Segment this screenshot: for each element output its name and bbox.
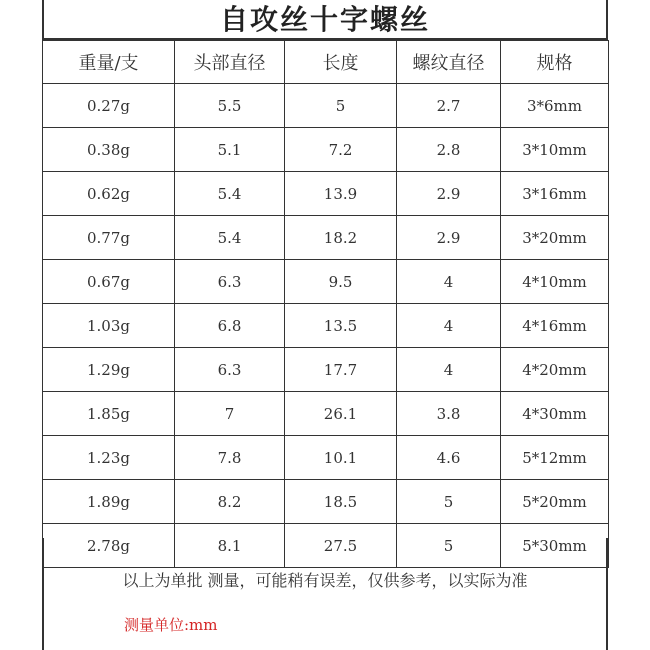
cell-head-diameter: 7.8: [175, 436, 285, 480]
cell-head-diameter: 8.2: [175, 480, 285, 524]
unit-label: 测量单位:mm: [124, 616, 218, 634]
cell-head-diameter: 5.4: [175, 172, 285, 216]
cell-weight: 1.03g: [43, 304, 175, 348]
cell-head-diameter: 8.1: [175, 524, 285, 568]
header-length: 长度: [285, 41, 397, 84]
cell-spec: 4*10mm: [501, 260, 609, 304]
cell-length: 18.2: [285, 216, 397, 260]
cell-length: 7.2: [285, 128, 397, 172]
cell-weight: 0.67g: [43, 260, 175, 304]
cell-length: 13.9: [285, 172, 397, 216]
cell-thread-diameter: 4: [397, 260, 501, 304]
cell-thread-diameter: 3.8: [397, 392, 501, 436]
cell-head-diameter: 7: [175, 392, 285, 436]
cell-thread-diameter: 2.9: [397, 216, 501, 260]
cell-spec: 5*30mm: [501, 524, 609, 568]
cell-thread-diameter: 4: [397, 348, 501, 392]
cell-spec: 5*20mm: [501, 480, 609, 524]
cell-length: 27.5: [285, 524, 397, 568]
table-row: [43, 172, 609, 216]
cell-head-diameter: 5.1: [175, 128, 285, 172]
header-head-diameter: 头部直径: [175, 41, 285, 84]
cell-weight: 0.77g: [43, 216, 175, 260]
cell-weight: 1.85g: [43, 392, 175, 436]
cell-spec: 3*10mm: [501, 128, 609, 172]
cell-length: 10.1: [285, 436, 397, 480]
cell-spec: 3*6mm: [501, 84, 609, 128]
cell-head-diameter: 5.4: [175, 216, 285, 260]
cell-head-diameter: 5.5: [175, 84, 285, 128]
cell-spec: 4*30mm: [501, 392, 609, 436]
cell-length: 5: [285, 84, 397, 128]
cell-spec: 3*16mm: [501, 172, 609, 216]
cell-thread-diameter: 4: [397, 304, 501, 348]
cell-weight: 1.89g: [43, 480, 175, 524]
cell-head-diameter: 6.3: [175, 260, 285, 304]
cell-weight: 1.23g: [43, 436, 175, 480]
table-row: [43, 480, 609, 524]
table-row: [43, 436, 609, 480]
cell-thread-diameter: 4.6: [397, 436, 501, 480]
page-title: 自攻丝十字螺丝: [42, 0, 608, 40]
cell-thread-diameter: 2.8: [397, 128, 501, 172]
cell-thread-diameter: 5: [397, 480, 501, 524]
cell-weight: 0.62g: [43, 172, 175, 216]
table-row: [43, 84, 609, 128]
cell-weight: 2.78g: [43, 524, 175, 568]
table-row: [43, 216, 609, 260]
footer-note: 以上为单批 测量，可能稍有误差，仅供参考，以实际为准: [122, 571, 528, 590]
cell-head-diameter: 6.3: [175, 348, 285, 392]
header-spec: 规格: [501, 41, 609, 84]
cell-thread-diameter: 2.9: [397, 172, 501, 216]
table-row: [43, 304, 609, 348]
header-thread-diameter: 螺纹直径: [397, 41, 501, 84]
table-row: [43, 348, 609, 392]
header-weight: 重量/支: [43, 41, 175, 84]
cell-spec: 5*12mm: [501, 436, 609, 480]
cell-length: 9.5: [285, 260, 397, 304]
cell-spec: 4*16mm: [501, 304, 609, 348]
spec-sheet: [42, 0, 608, 650]
cell-weight: 0.38g: [43, 128, 175, 172]
cell-spec: 3*20mm: [501, 216, 609, 260]
table-row: [43, 392, 609, 436]
table-row: [43, 128, 609, 172]
cell-length: 26.1: [285, 392, 397, 436]
cell-weight: 1.29g: [43, 348, 175, 392]
cell-length: 18.5: [285, 480, 397, 524]
cell-length: 13.5: [285, 304, 397, 348]
cell-thread-diameter: 2.7: [397, 84, 501, 128]
footer: [42, 538, 608, 650]
cell-length: 17.7: [285, 348, 397, 392]
table-header-row: [43, 41, 609, 84]
cell-spec: 4*20mm: [501, 348, 609, 392]
cell-head-diameter: 6.8: [175, 304, 285, 348]
cell-weight: 0.27g: [43, 84, 175, 128]
spec-table: [42, 40, 609, 568]
cell-thread-diameter: 5: [397, 524, 501, 568]
table-row: [43, 260, 609, 304]
